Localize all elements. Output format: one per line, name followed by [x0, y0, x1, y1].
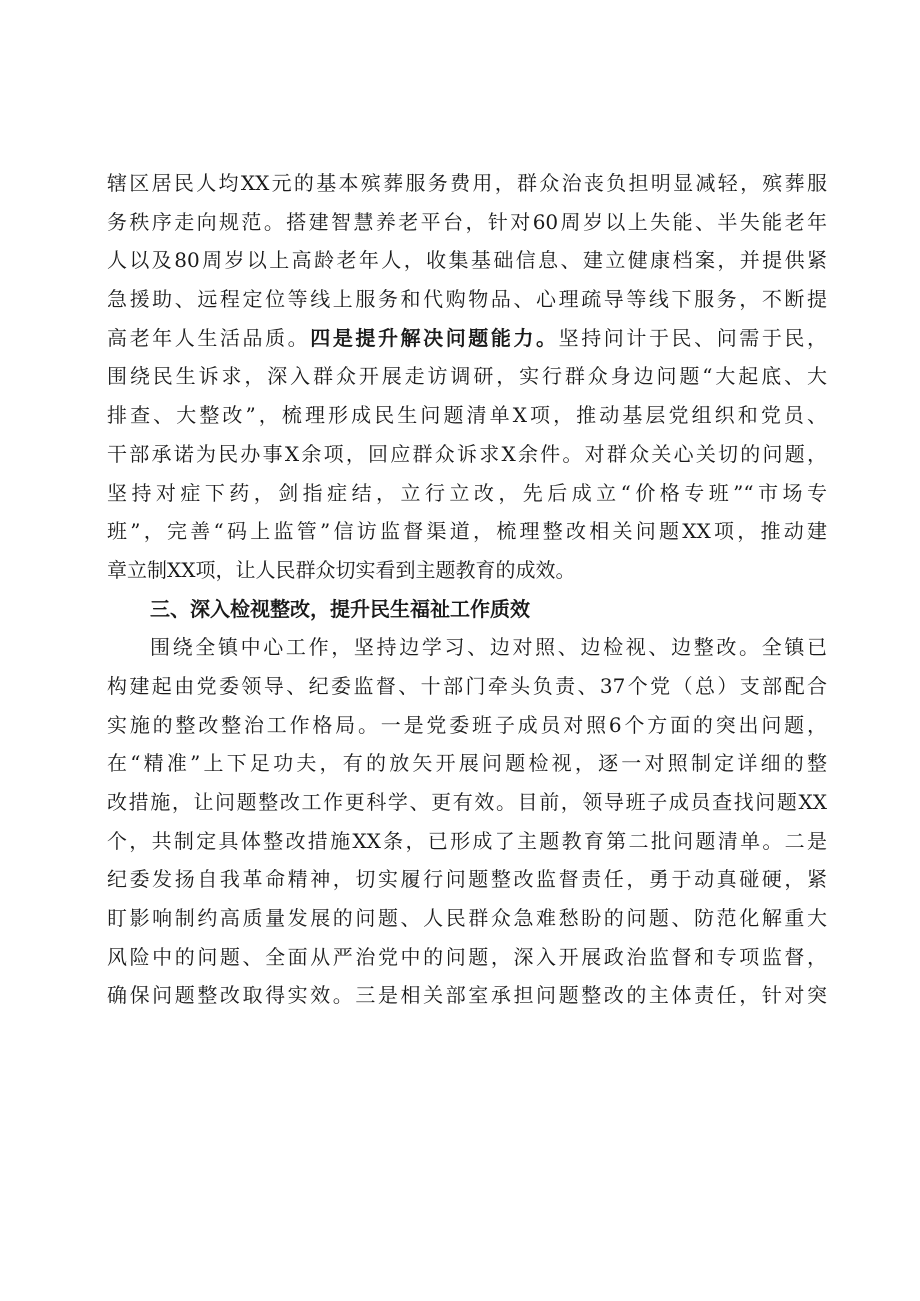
paragraph-line: 围绕全镇中心工作，坚持边学习、边对照、边检视、边整改。全镇已: [150, 635, 827, 660]
paragraph-line: 章立制XX项，让人民群众切实看到主题教育的成效。: [107, 557, 576, 582]
paragraph-line: 风险中的问题、全面从严治党中的问题，深入开展政治监督和专项监督，: [107, 944, 827, 969]
paragraph-line: 排查、大整改”，梳理形成民生问题清单X项，推动基层党组织和党员、: [107, 403, 827, 428]
paragraph-text: 坚持问计于民、问需于民，: [558, 325, 827, 350]
paragraph-line: 在“精准”上下足功夫，有的放矢开展问题检视，逐一对照制定详细的整: [107, 751, 827, 776]
paragraph-text: 高老年人生活品质。: [107, 325, 311, 350]
paragraph-line: 班”，完善“码上监管”信访监督渠道，梳理整改相关问题XX项，推动建: [107, 519, 827, 544]
paragraph-line: 改措施，让问题整改工作更科学、更有效。目前，领导班子成员查找问题XX: [107, 790, 827, 814]
paragraph-line: 务秩序走向规范。搭建智慧养老平台，针对60周岁以上失能、半失能老年: [107, 209, 827, 234]
section-heading: 三、深入检视整改，提升民生福祉工作质效: [150, 596, 530, 621]
paragraph-line: 围绕民生诉求，深入群众开展走访调研，实行群众身边问题“大起底、大: [107, 364, 827, 389]
paragraph-line: 构建起由党委领导、纪委监督、十部门牵头负责、37个党（总）支部配合: [107, 673, 827, 698]
bold-subheading: 四是提升解决问题能力。: [310, 325, 559, 350]
paragraph-line: 辖区居民人均XX元的基本殡葬服务费用，群众治丧负担明显减轻，殡葬服: [107, 171, 827, 195]
paragraph-line: 个，共制定具体整改措施XX条，已形成了主题教育第二批问题清单。二是: [107, 828, 827, 853]
paragraph-line: 坚持对症下药，剑指症结，立行立改，先后成立“价格专班”“市场专: [107, 480, 827, 505]
paragraph-line: 实施的整改整治工作格局。一是党委班子成员对照6个方面的突出问题，: [107, 712, 827, 737]
paragraph-line: 确保问题整改取得实效。三是相关部室承担问题整改的主体责任，针对突: [107, 983, 827, 1008]
paragraph-line: 盯影响制约高质量发展的问题、人民群众急难愁盼的问题、防范化解重大: [107, 906, 827, 931]
paragraph-line: 人以及80周岁以上高龄老年人，收集基础信息、建立健康档案，并提供紧: [107, 248, 827, 273]
paragraph-line: 急援助、远程定位等线上服务和代购物品、心理疏导等线下服务，不断提: [107, 287, 827, 312]
paragraph-line: 干部承诺为民办事X余项，回应群众诉求X余件。对群众关心关切的问题，: [107, 441, 827, 466]
document-body: [107, 164, 827, 1015]
paragraph-line: 纪委发扬自我革命精神，切实履行问题整改监督责任，勇于动真碰硬，紧: [107, 867, 827, 892]
paragraph-line-mixed: [107, 319, 827, 358]
